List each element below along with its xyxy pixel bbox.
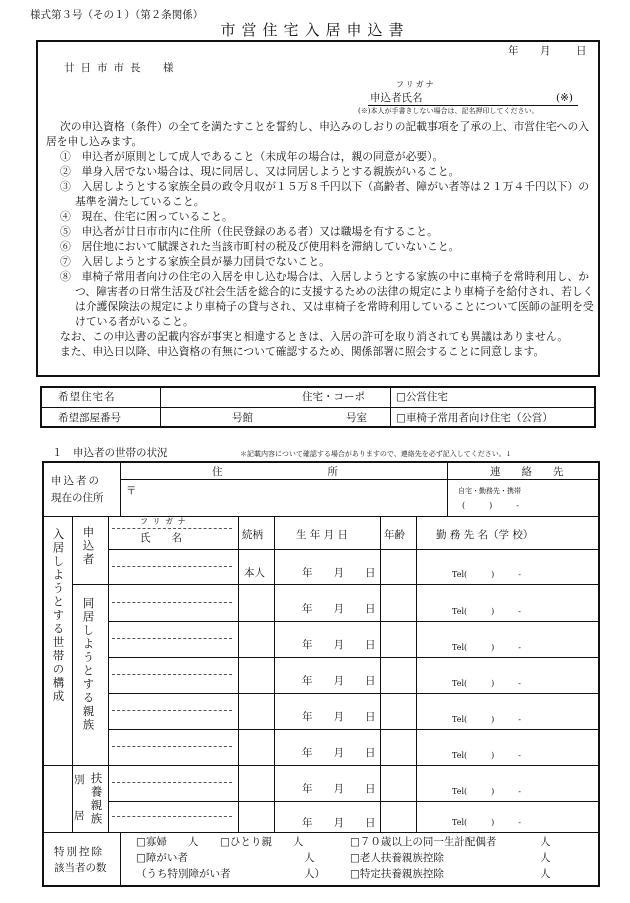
relation-self: 本人 bbox=[244, 567, 265, 579]
address-header: 住 所 bbox=[212, 466, 338, 478]
specific-dependent-checkbox[interactable]: □特定扶養親族控除 bbox=[350, 868, 444, 880]
birthdate-field[interactable]: 年 月 日 bbox=[302, 783, 376, 795]
contact-header: 連 絡 先 bbox=[490, 466, 564, 478]
group-label-divider bbox=[108, 517, 109, 832]
furigana-dashed-line bbox=[112, 528, 232, 529]
address-bottom-line bbox=[43, 516, 599, 517]
birthdate-field[interactable]: 年 月 日 bbox=[302, 603, 376, 615]
note-1: なお、この申込書の記載内容が事実と相違するときは、入居の許可を取り消されても異議はありません。 bbox=[60, 330, 569, 343]
desired-name-suffix: 住宅・コーポ bbox=[302, 391, 365, 403]
birthdate-field[interactable]: 年 月 日 bbox=[302, 567, 376, 579]
applicant-group-label: 申込者 bbox=[81, 526, 96, 567]
contact-divider bbox=[447, 462, 448, 516]
addressee: 廿日市市長 様 bbox=[64, 62, 180, 74]
col-furigana: フ リ ガ ナ bbox=[140, 517, 187, 526]
room-suffix: 号室 bbox=[346, 412, 367, 424]
condition-5: ⑤ 申込者が廿日市市内に住所（住民登録のある者）又は職場を有すること。 bbox=[60, 225, 438, 238]
condition-1: ① 申込者が原則として成人であること（未成年の場合は，親の同意が必要）。 bbox=[60, 150, 444, 163]
birth-divider bbox=[274, 517, 275, 832]
deduction-divider bbox=[120, 833, 121, 886]
separate-label-1: 別 bbox=[74, 774, 85, 786]
declaration-text bbox=[46, 119, 594, 359]
household-side-label: 入居しようとする世帯の構成 bbox=[51, 528, 66, 704]
condition-6: ⑥ 居住地において賦課された当該市町村の税及び使用料を滞納していないこと。 bbox=[60, 240, 460, 253]
tel-field[interactable]: Tel( ) - bbox=[452, 570, 521, 579]
tel-field[interactable]: Tel( ) - bbox=[452, 715, 521, 724]
disabled-checkbox[interactable]: □障がい者 bbox=[136, 852, 188, 864]
birthdate-field[interactable]: 年 月 日 bbox=[302, 747, 376, 759]
applicant-bottom-line bbox=[73, 584, 599, 585]
condition-4: ④ 現在、住宅に困っていること。 bbox=[60, 210, 233, 223]
member-row-divider bbox=[109, 801, 599, 802]
cohabitant-bottom-line bbox=[43, 765, 599, 766]
seal-mark: (※) bbox=[556, 92, 573, 104]
contact-phone: ( ) - bbox=[462, 501, 519, 510]
col-name: 氏 名 bbox=[140, 532, 182, 544]
furigana-dashed-line bbox=[112, 674, 232, 675]
form-title: 市営住宅入居申込書 bbox=[220, 21, 410, 39]
wheelchair-housing-option[interactable]: □車椅子常用者向け住宅（公営） bbox=[396, 412, 553, 424]
disabled-unit: 人 bbox=[304, 852, 315, 864]
furigana-dashed-line bbox=[112, 816, 232, 817]
condition-8: ⑧ 車椅子常用者向けの住宅の入居を申し込む場合は、入居しようとする家族の中に車椅子を常時利用し、かつ、障害者の日常生活及び社会生活を総合的に支援するための法律の規定により車椅子を給付され、若しくは介護保険法の規定により車椅子の貸与され、又は車椅子を常時利用していることについて医師の証明を受けている者がいること。 bbox=[60, 270, 594, 328]
birthdate-field[interactable]: 年 月 日 bbox=[302, 639, 376, 651]
public-housing-option[interactable]: □公営住宅 bbox=[396, 391, 448, 403]
date-month: 月 bbox=[540, 45, 551, 57]
side-label-divider bbox=[72, 517, 73, 832]
col-birth: 生 年 月 日 bbox=[296, 529, 349, 541]
specific-dependent-unit: 人 bbox=[540, 868, 551, 880]
desired-name-label: 希望住宅名 bbox=[58, 391, 116, 403]
furigana-dashed-line bbox=[112, 602, 232, 603]
relation-divider bbox=[238, 517, 239, 832]
household-section-note: ＊記載内容について確認する場合がありますので、連絡先を必ず記入してください。↓ bbox=[240, 450, 512, 458]
form-id: 様式第３号（その１）（第２条関係） bbox=[30, 9, 204, 21]
furigana-dashed-line bbox=[112, 782, 232, 783]
tel-field[interactable]: Tel( ) - bbox=[452, 751, 521, 760]
condition-2: ② 単身入居でない場合は、現に同居し、又は同居しようとする親族がいること。 bbox=[60, 165, 460, 178]
col-work: 勤 務 先 名（学 校） bbox=[436, 529, 534, 541]
furigana-dashed-line bbox=[112, 638, 232, 639]
intro-text: 次の申込資格（条件）の全てを満たすことを誓約し、申込みのしおりの記載事項を了承の上、市営住宅への入居を申し込みます。 bbox=[46, 120, 590, 148]
deduction-label-1: 特別控除 bbox=[54, 846, 104, 858]
desired-room-label: 希望部屋番号 bbox=[58, 412, 121, 424]
furigana-dashed-line bbox=[112, 746, 232, 747]
furigana-dashed-line bbox=[112, 566, 232, 567]
elderly-dependent-checkbox[interactable]: □老人扶養親族控除 bbox=[350, 852, 444, 864]
date-day: 日 bbox=[576, 45, 587, 57]
member-row-divider bbox=[109, 693, 599, 694]
elderly-spouse-checkbox[interactable]: □７０歳以上の同一生計配偶者 bbox=[350, 836, 497, 848]
applicant-name-line bbox=[368, 105, 578, 106]
deduction-label-2: 該当者の数 bbox=[54, 862, 107, 874]
address-label-divider bbox=[120, 462, 121, 516]
special-disabled-label: （うち特別障がい者 bbox=[136, 868, 231, 880]
tel-field[interactable]: Tel( ) - bbox=[452, 787, 521, 796]
col-age: 年齢 bbox=[384, 529, 405, 541]
applicant-name-label: 申込者氏名 bbox=[370, 92, 423, 104]
col-relation: 続柄 bbox=[242, 529, 263, 541]
tel-field[interactable]: Tel( ) - bbox=[452, 607, 521, 616]
separate-label-2: 居 bbox=[74, 810, 85, 822]
tel-field[interactable]: Tel( ) - bbox=[452, 818, 521, 827]
condition-7: ⑦ 入居しようとする家族全員が暴力団員でないこと。 bbox=[60, 255, 330, 268]
address-label-2: 現在の住所 bbox=[51, 492, 104, 504]
birthdate-field[interactable]: 年 月 日 bbox=[302, 711, 376, 723]
birthdate-field[interactable]: 年 月 日 bbox=[302, 817, 376, 829]
household-section-title: １ 申込者の世帯の状況 bbox=[52, 447, 168, 459]
cohabitant-group-label: 同居しようとする親族 bbox=[81, 597, 96, 732]
widow-checkbox[interactable]: □寡婦 人 bbox=[136, 836, 199, 848]
elderly-spouse-unit: 人 bbox=[540, 836, 551, 848]
special-disabled-unit: 人） bbox=[304, 868, 325, 880]
tel-field[interactable]: Tel( ) - bbox=[452, 679, 521, 688]
tel-field[interactable]: Tel( ) - bbox=[452, 643, 521, 652]
condition-3: ③ 入居しようとする家族全員の政令月収が１５万８千円以下（高齢者、障がい者等は２１万４千円以下）の基準を満たしていること。 bbox=[60, 180, 590, 208]
building-suffix: 号館 bbox=[232, 412, 253, 424]
work-divider bbox=[416, 517, 417, 832]
address-label-1: 申込者の bbox=[51, 475, 101, 487]
member-row-divider bbox=[109, 621, 599, 622]
desired-col-divider-1 bbox=[160, 387, 161, 427]
address-header-line bbox=[120, 479, 599, 480]
elderly-dependent-unit: 人 bbox=[540, 852, 551, 864]
desired-row-divider bbox=[41, 407, 595, 408]
seal-note: (※)本人が手書きしない場合は、記名押印してください。 bbox=[358, 107, 539, 115]
desired-col-divider-2 bbox=[390, 387, 391, 427]
single-parent-checkbox[interactable]: □ひとり親 人 bbox=[220, 836, 304, 848]
contact-sub: 自宅・勤務先・携帯 bbox=[458, 487, 521, 495]
member-row-divider bbox=[109, 729, 599, 730]
note-2: また、申込日以降、申込資格の有無について確認するため、関係部署に照会することに同意します。 bbox=[60, 345, 545, 358]
age-divider bbox=[380, 517, 381, 832]
furigana-label: フリガナ bbox=[396, 80, 436, 89]
birthdate-field[interactable]: 年 月 日 bbox=[302, 675, 376, 687]
members-bottom-line bbox=[43, 832, 599, 833]
dependent-group-label: 扶養親族 bbox=[89, 772, 104, 826]
date-year: 年 bbox=[508, 45, 519, 57]
header-bottom-line bbox=[109, 549, 599, 550]
postal-mark: 〒 bbox=[126, 485, 137, 497]
member-row-divider bbox=[109, 657, 599, 658]
furigana-dashed-line bbox=[112, 710, 232, 711]
